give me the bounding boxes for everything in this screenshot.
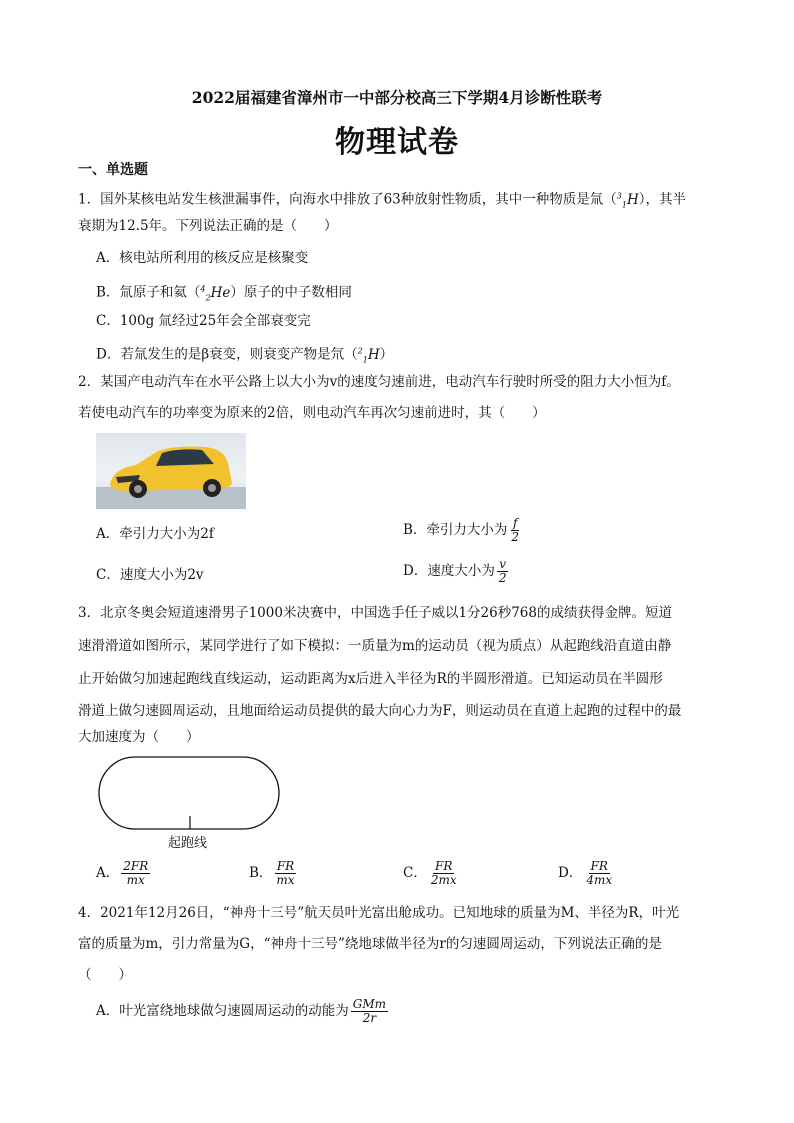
q3-line2: 速滑滑道如图所示，某同学进行了如下模拟：一质量为m的运动员（视为质点）从起跑线沿直道由静 — [78, 638, 672, 654]
q4-line3: （ ） — [78, 967, 132, 983]
q1-option-d[interactable]: D．若氚发生的是β衰变，则衰变产物是氘（$^2_1$H） — [96, 346, 394, 365]
q2-option-a[interactable]: A．牵引力大小为2f — [96, 526, 214, 542]
q3-option-d[interactable]: D． $\frac{FR}{4mx}$ — [558, 859, 613, 887]
start-line-label: 起跑线 — [168, 836, 208, 851]
q2-option-b[interactable]: B．牵引力大小为 $\frac{f}{2}$ — [403, 516, 520, 544]
q4-line2: 富的质量为m，引力常量为G，“神舟十三号”绕地球做半径为r的匀速圆周运动，下列说法正确的是 — [78, 936, 662, 952]
page-title: 物理试卷 — [335, 125, 459, 160]
exam-subtitle: 2022届福建省漳州市一中部分校高三下学期4月诊断性联考 — [191, 88, 603, 107]
track-diagram — [96, 754, 284, 834]
q2-line2: 若使电动汽车的功率变为原来的2倍，则电动汽车再次匀速前进时，其（ ） — [78, 405, 546, 421]
q1-option-c[interactable]: C．100g 氚经过25年会全部衰变完 — [96, 313, 311, 329]
fraction-fr-4mx: $\frac{FR}{4mx}$ — [586, 859, 613, 887]
q1-line2: 衰期为12.5年。下列说法正确的是（ ） — [78, 218, 338, 234]
track-outline — [99, 757, 279, 829]
q3-line1: 3．北京冬奥会短道速滑男子1000米决赛中，中国选手任子威以1分26秒768的成绩获得金牌。短道 — [78, 605, 672, 621]
q4-option-a[interactable]: A．叶光富绕地球做匀速圆周运动的动能为 $\frac{\text{GMm}}{2r}$ — [96, 997, 387, 1025]
isotope-he4: $^4_2$He — [200, 284, 231, 303]
car-image — [96, 433, 246, 509]
q2-line1: 2．某国产电动汽车在水平公路上以大小为v的速度匀速前进，电动汽车行驶时所受的阻力大小恒为f。 — [78, 374, 680, 390]
isotope-h2: $^2_1$H — [357, 346, 380, 365]
q3-option-c[interactable]: C． $\frac{FR}{2mx}$ — [403, 859, 457, 887]
q3-line3: 止开始做匀加速起跑线直线运动，运动距离为x后进入半径为R的半圆形滑道。已知运动员在半圆形 — [78, 671, 663, 687]
q3-line4: 滑道上做匀速圆周运动，且地面给运动员提供的最大向心力为F，则运动员在直道上起跑的过程中的最 — [78, 703, 682, 719]
fraction-v-over-2: $\frac{v}{2}$ — [498, 557, 507, 585]
q3-option-a[interactable]: A． $\frac{2FR}{mx}$ — [96, 859, 149, 887]
section-heading: 一、单选题 — [78, 162, 148, 178]
fraction-fr-mx: $\frac{FR}{mx}$ — [276, 859, 295, 887]
q3-line5: 大加速度为（ ） — [78, 729, 200, 745]
fraction-gmm-2r: $\frac{\text{GMm}}{2r}$ — [352, 997, 387, 1025]
q4-line1: 4．2021年12月26日，“神舟十三号”航天员叶光富出舱成功。已知地球的质量为M、半径为R，叶光 — [78, 905, 680, 921]
fraction-f-over-2: $\frac{f}{2}$ — [511, 516, 520, 544]
q1-option-a[interactable]: A．核电站所利用的核反应是核聚变 — [96, 250, 309, 266]
q2-option-d[interactable]: D．速度大小为 $\frac{v}{2}$ — [403, 557, 507, 585]
isotope-h3: $^3_1$H — [616, 191, 639, 210]
car-drawing — [96, 433, 246, 509]
q1-option-b[interactable]: B．氚原子和氦（$^4_2$He）原子的中子数相同 — [96, 284, 352, 303]
fraction-fr-2mx: $\frac{FR}{2mx}$ — [430, 859, 457, 887]
q3-option-b[interactable]: B． $\frac{FR}{mx}$ — [249, 859, 295, 887]
fraction-2fr-mx: $\frac{2FR}{mx}$ — [123, 859, 149, 887]
q1-line1: 1．国外某核电站发生核泄漏事件，向海水中排放了63种放射性物质，其中一种物质是氚（$^3_1$H），其半 — [78, 191, 686, 210]
q2-option-c[interactable]: C．速度大小为2v — [96, 567, 204, 583]
